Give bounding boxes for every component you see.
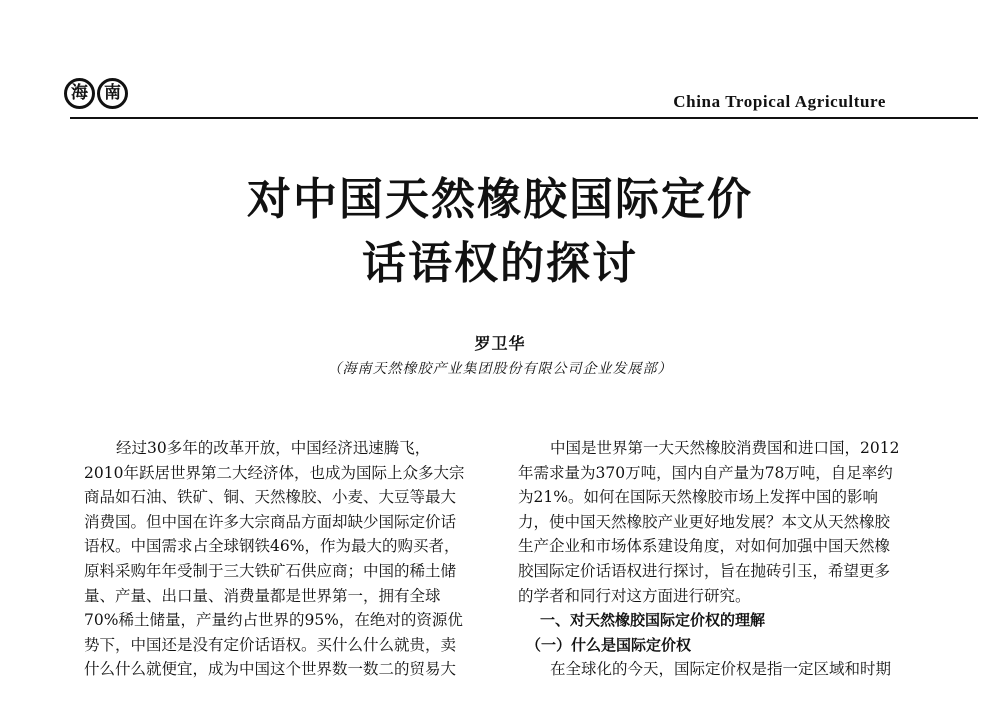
author-affiliation: （海南天然橡胶产业集团股份有限公司企业发展部）: [327, 361, 673, 377]
text-line: 生产企业和市场体系建设角度，对如何加强中国天然橡: [518, 537, 891, 556]
text-line: 经过30多年的改革开放，中国经济迅速腾飞，: [116, 439, 431, 457]
subsection-heading: （一）什么是国际定价权: [526, 635, 692, 654]
text-line: 70%稀土储量，产量约占世界的95%，在绝对的资源优: [84, 611, 463, 630]
section-heading: 一、对天然橡胶国际定价权的理解: [540, 611, 766, 630]
text-line: 2010年跃居世界第二大经济体，也成为国际上众多大宗: [84, 463, 465, 482]
text-line: 量、产量、出口量、消费量都是世界第一，拥有全球: [84, 586, 441, 605]
text-line: 消费国。但中国在许多大宗商品方面却缺少国际定价话: [84, 512, 457, 531]
text-line: 的学者和同行对这方面进行研究。: [518, 586, 751, 605]
body-right-column: [518, 436, 918, 682]
text-line: 语权。中国需求占全球钢铁46%，作为最大的购买者，: [84, 537, 460, 556]
journal-title: China Tropical Agriculture: [673, 92, 886, 111]
text-line: 势下，中国还是没有定价话语权。买什么什么就贵，卖: [84, 635, 457, 654]
text-line: 年需求量为370万吨，国内自产量为78万吨，自足率约: [518, 463, 893, 482]
journal-badge: [64, 76, 128, 110]
text-line: 为21%。如何在国际天然橡胶市场上发挥中国的影响: [518, 488, 878, 507]
text-line: 什么什么就便宜，成为中国这个世界数一数二的贸易大: [84, 660, 457, 679]
text-line: 在全球化的今天，国际定价权是指一定区域和时期: [550, 660, 892, 679]
header-rule: [70, 117, 978, 119]
text-line: 胶国际定价话语权进行探讨，旨在抛砖引玉，希望更多: [518, 561, 891, 580]
text-line: 中国是世界第一大天然橡胶消费国和进口国，2012: [550, 439, 900, 457]
text-line: 力，使中国天然橡胶产业更好地发展？本文从天然橡胶: [518, 512, 891, 531]
text-line: 商品如石油、铁矿、铜、天然橡胶、小麦、大豆等最大: [84, 488, 457, 507]
author-name: 罗卫华: [474, 334, 526, 353]
article-title-line-2: 话语权的探讨: [362, 238, 638, 289]
body-left-column: [84, 436, 484, 682]
badge-char: 海: [64, 78, 95, 109]
article-title-line-1: 对中国天然橡胶国际定价: [247, 174, 753, 225]
badge-char: 南: [97, 78, 128, 109]
text-line: 原料采购年年受制于三大铁矿石供应商；中国的稀土储: [84, 561, 457, 580]
